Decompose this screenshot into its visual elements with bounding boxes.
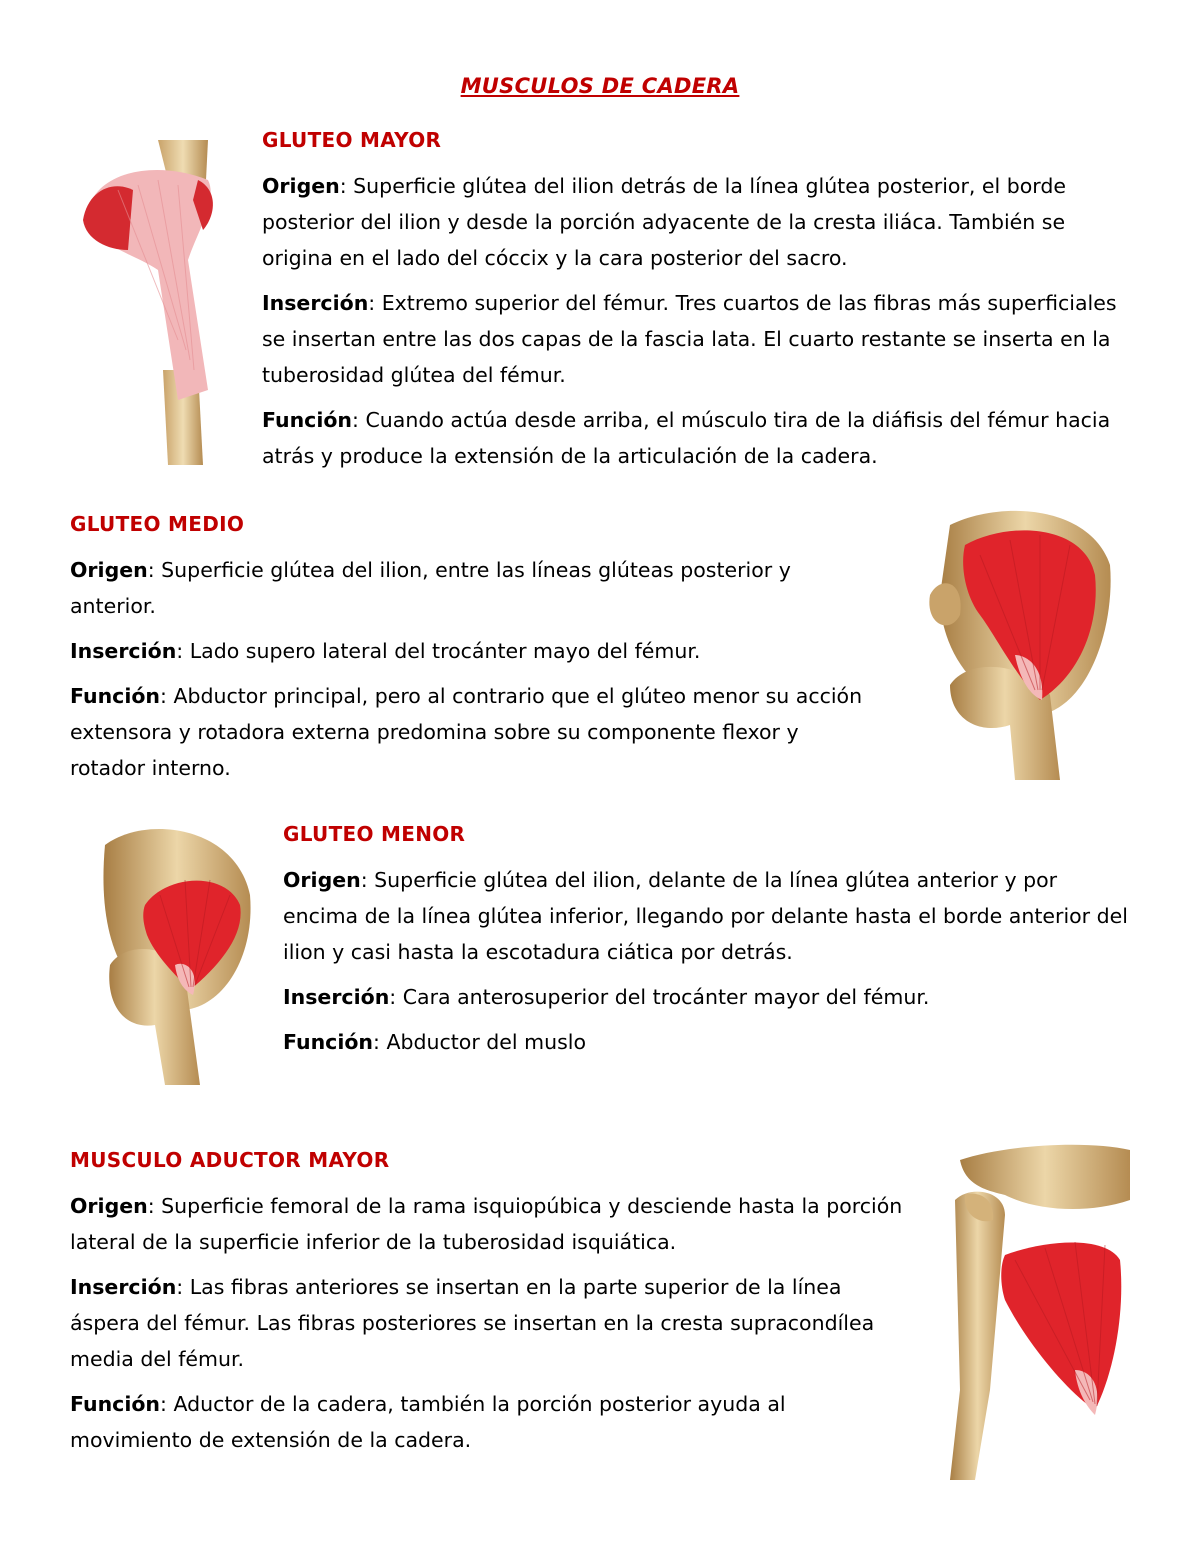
insercion-text: : Extremo superior del fémur. Tres cuartos de las fibras más superficiales se insertan entre las dos capas de la fascia lata. El cuarto restante se inserta en la tuberosidad glútea del fémur. <box>262 291 1117 387</box>
section-gluteo-menor <box>283 822 1133 1069</box>
section-heading: GLUTEO MENOR <box>283 822 466 846</box>
aductor-mayor-illustration <box>945 1140 1130 1480</box>
funcion-paragraph <box>283 1024 1133 1060</box>
insercion-label: Inserción <box>70 1275 177 1299</box>
gluteo-mayor-illustration <box>78 140 238 465</box>
funcion-text: : Abductor principal, pero al contrario que el glúteo menor su acción extensora y rotadora externa predomina sobre su componente flexor y rotador interno. <box>70 684 863 780</box>
insercion-text: : Lado supero lateral del trocánter mayo del fémur. <box>176 639 701 663</box>
section-aductor-mayor <box>70 1148 910 1467</box>
funcion-text: : Cuando actúa desde arriba, el músculo tira de la diáfisis del fémur hacia atrás y produce la extensión de la articulación de la cadera. <box>262 408 1111 468</box>
section-heading: GLUTEO MEDIO <box>70 512 245 536</box>
insercion-text: : Cara anterosuperior del trocánter mayor del fémur. <box>389 985 930 1009</box>
gluteo-menor-illustration <box>85 815 257 1085</box>
origen-text: : Superficie femoral de la rama isquiopúbica y desciende hasta la porción lateral de la superficie inferior de la tuberosidad isquiática. <box>70 1194 903 1254</box>
funcion-text: : Abductor del muslo <box>373 1030 587 1054</box>
insercion-label: Inserción <box>262 291 369 315</box>
funcion-paragraph <box>70 678 870 786</box>
funcion-label: Función <box>70 1392 161 1416</box>
origen-label: Origen <box>283 868 361 892</box>
section-heading: MUSCULO ADUCTOR MAYOR <box>70 1148 390 1172</box>
funcion-paragraph <box>262 402 1132 474</box>
funcion-text: : Aductor de la cadera, también la porción posterior ayuda al movimiento de extensión de la cadera. <box>70 1392 786 1452</box>
insercion-label: Inserción <box>283 985 390 1009</box>
origen-paragraph <box>283 862 1133 970</box>
insercion-paragraph <box>70 633 870 669</box>
funcion-label: Función <box>70 684 161 708</box>
origen-label: Origen <box>262 174 340 198</box>
funcion-label: Función <box>262 408 353 432</box>
origen-text: : Superficie glútea del ilion, entre las líneas glúteas posterior y anterior. <box>70 558 791 618</box>
origen-text: : Superficie glútea del ilion detrás de la línea glútea posterior, el borde posterior del ilion y desde la porción adyacente de la cresta iliáca. También se origina en el lado del cóccix y la cara posterior del sacro. <box>262 174 1066 270</box>
origen-label: Origen <box>70 558 148 582</box>
insercion-label: Inserción <box>70 639 177 663</box>
insercion-paragraph <box>70 1269 910 1377</box>
section-heading: GLUTEO MAYOR <box>262 128 442 152</box>
origen-paragraph <box>70 552 870 624</box>
insercion-paragraph <box>283 979 1133 1015</box>
section-gluteo-mayor <box>262 128 1132 483</box>
section-gluteo-medio <box>70 512 870 795</box>
funcion-paragraph <box>70 1386 910 1458</box>
insercion-text: : Las fibras anteriores se insertan en la parte superior de la línea áspera del fémur. Las fibras posteriores se insertan en la cresta supracondílea media del fémur. <box>70 1275 875 1371</box>
origen-label: Origen <box>70 1194 148 1218</box>
funcion-label: Función <box>283 1030 374 1054</box>
origen-text: : Superficie glútea del ilion, delante de la línea glútea anterior y por encima de la línea glútea inferior, llegando por delante hasta el borde anterior del ilion y casi hasta la escotadura ciática por detrás. <box>283 868 1128 964</box>
origen-paragraph <box>262 168 1132 276</box>
insercion-paragraph <box>262 285 1132 393</box>
page-title: MUSCULOS DE CADERA <box>460 74 740 98</box>
origen-paragraph <box>70 1188 910 1260</box>
gluteo-medio-illustration <box>920 505 1115 780</box>
